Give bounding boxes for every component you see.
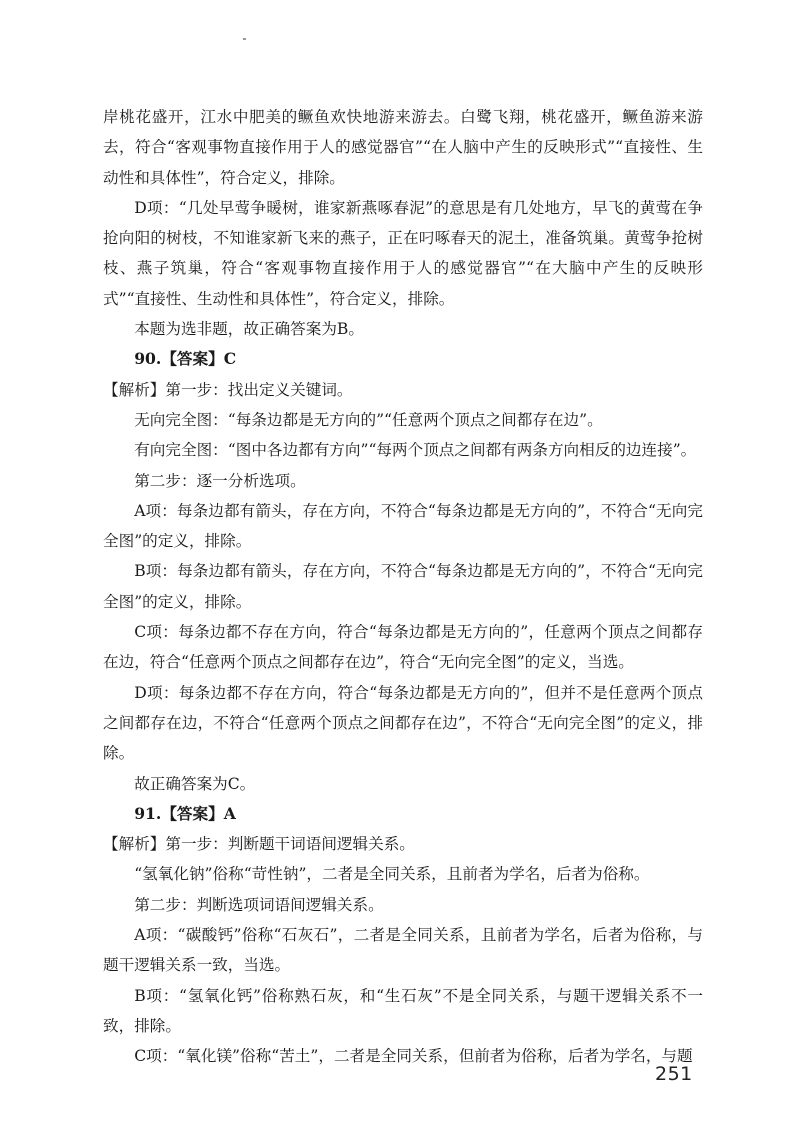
- answer-heading-91: 91.【答案】A: [134, 803, 236, 823]
- option-a-91: A项：“碳酸钙”俗称“石灰石”，二者是全同关系，且前者为学名，后者为俗称，与题干逻辑关系一致，当选。: [103, 926, 703, 975]
- page-body: [103, 102, 703, 1072]
- stem-relation-91: “氢氧化钠”俗称“苛性钠”，二者是全同关系，且前者为学名，后者为俗称。: [134, 865, 650, 884]
- paragraph-option-d-89: D项：“几处早莺争暖树，谁家新燕啄春泥”的意思是有几处地方，早飞的黄莺在争抢向阳的树枝，不知谁家新飞来的燕子，正在叼啄春天的泥土，准备筑巢。黄莺争抢树枝、燕子筑巢，符合“客观事物直接作用于人的感觉器官”“在大脑中产生的反映形式”“直接性、生动性和具体性”，符合定义，排除。: [103, 198, 703, 308]
- definition-undirected: 无向完全图：“每条边都是无方向的”“任意两个顶点之间都存在边”。: [134, 410, 603, 429]
- page-number: 251: [655, 1063, 693, 1085]
- option-c-91: C项：“氧化镁”俗称“苦土”，二者是全同关系，但前者为俗称，后者为学名，与题: [134, 1047, 693, 1066]
- analysis-step1-91: 【解析】第一步：判断题干词语间逻辑关系。: [103, 835, 415, 854]
- option-c-90: C项：每条边都不存在方向，符合“每条边都是无方向的”，任意两个顶点之间都存在边，符合“任意两个顶点之间都存在边”，符合“无向完全图”的定义，当选。: [103, 623, 703, 672]
- answer-heading-90: 90.【答案】C: [134, 349, 237, 369]
- scan-mark: [243, 38, 246, 40]
- paragraph-conclusion-89: 本题为选非题，故正确答案为B。: [134, 320, 364, 339]
- option-a-90: A项：每条边都有箭头，存在方向，不符合“每条边都是无方向的”，不符合“无向完全图”的定义，排除。: [103, 501, 703, 551]
- analysis-step2-91: 第二步：判断选项词语间逻辑关系。: [134, 895, 384, 914]
- paragraph-continuation: 岸桃花盛开，江水中肥美的鳜鱼欢快地游来游去。白鹭飞翔，桃花盛开，鳜鱼游来游去，符合“客观事物直接作用于人的感觉器官”“在人脑中产生的反映形式”“直接性、生动性和具体性”，符合定义，排除。: [103, 108, 703, 187]
- conclusion-90: 故正确答案为C。: [134, 774, 256, 793]
- definition-directed: 有向完全图：“图中各边都有方向”“每两个顶点之间都有两条方向相反的边连接”。: [134, 441, 697, 460]
- option-b-90: B项：每条边都有箭头，存在方向，不符合“每条边都是无方向的”，不符合“无向完全图”的定义，排除。: [103, 562, 703, 611]
- option-b-91: B项：“氢氧化钙”俗称熟石灰，和“生石灰”不是全同关系，与题干逻辑关系不一致，排除。: [103, 986, 703, 1035]
- analysis-step1-90: 【解析】第一步：找出定义关键词。: [103, 380, 353, 399]
- option-d-90: D项：每条边都不存在方向，符合“每条边都是无方向的”，但并不是任意两个顶点之间都存在边，不符合“任意两个顶点之间都存在边”，不符合“无向完全图”的定义，排除。: [103, 683, 703, 763]
- analysis-step2-90: 第二步：逐一分析选项。: [134, 471, 306, 490]
